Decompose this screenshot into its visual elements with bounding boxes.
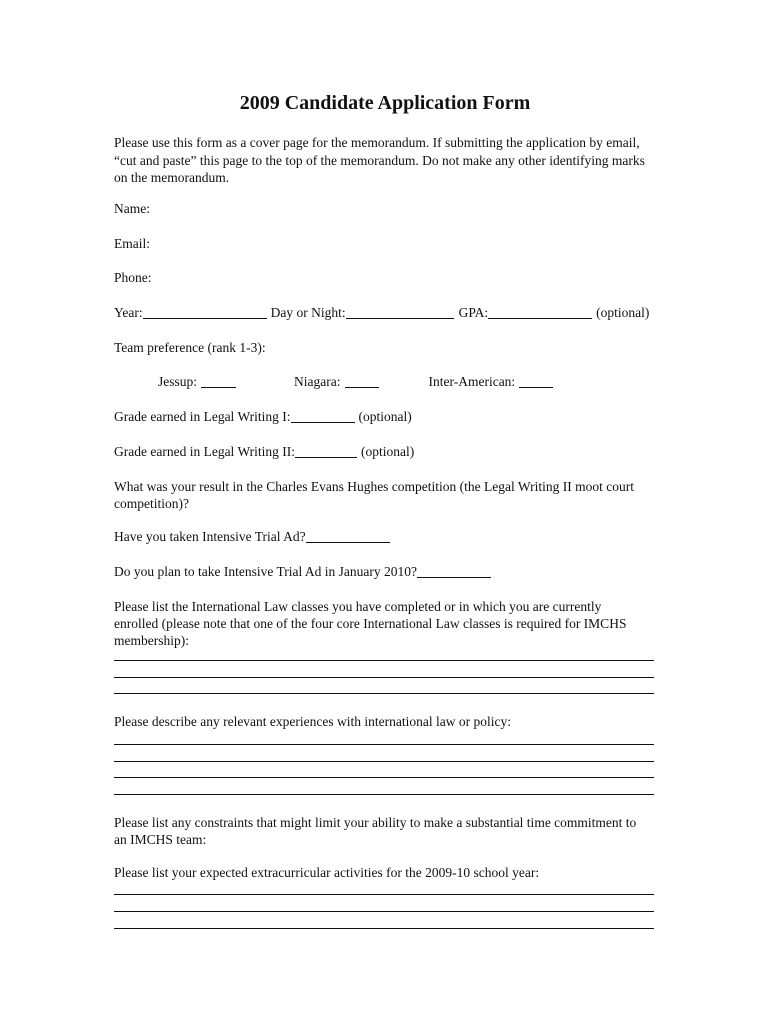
jessup-rank-field[interactable] xyxy=(201,374,236,388)
jessup-label: Jessup: xyxy=(158,374,198,389)
lw1-row xyxy=(114,408,656,426)
intl-classes-field-2[interactable] xyxy=(114,660,654,661)
phone-row xyxy=(114,269,656,287)
hughes-question-line1 xyxy=(114,478,656,496)
lw1-optional-note: (optional) xyxy=(358,409,412,424)
year-row xyxy=(114,304,656,322)
extracurricular-field-2[interactable] xyxy=(114,911,654,912)
intl-classes-text3: membership): xyxy=(114,633,189,648)
gpa-label: GPA: xyxy=(458,305,489,320)
constraints-text1: Please list any constraints that might limit your ability to make a substantial time commitment to xyxy=(114,815,637,830)
lw1-grade-field[interactable] xyxy=(291,409,355,423)
lw2-row xyxy=(114,443,656,461)
constraints-line1 xyxy=(114,814,656,832)
trial-ad-plan-row xyxy=(114,563,656,581)
name-row xyxy=(114,200,656,218)
trial-ad-plan-label: Do you plan to take Intensive Trial Ad in January 2010? xyxy=(114,564,417,579)
hughes-question-line2 xyxy=(114,495,652,513)
trial-ad-field[interactable] xyxy=(306,529,390,543)
day-night-field[interactable] xyxy=(346,305,454,319)
experience-field-1[interactable] xyxy=(114,744,654,745)
constraints-line2 xyxy=(114,831,652,849)
form-title: 2009 Candidate Application Form xyxy=(239,92,531,114)
experience-field-3[interactable] xyxy=(114,777,654,778)
constraints-text2: an IMCHS team: xyxy=(114,832,207,847)
inter-american-label: Inter-American: xyxy=(428,374,516,389)
phone-label: Phone: xyxy=(114,270,152,285)
team-preference-label: Team preference (rank 1-3): xyxy=(114,340,266,355)
gpa-field[interactable] xyxy=(488,305,592,319)
experience-row xyxy=(114,713,656,731)
intl-classes-field-4[interactable] xyxy=(114,693,654,694)
intl-classes-line3 xyxy=(114,632,654,650)
intl-classes-text2: enrolled (please note that one of the four core International Law classes is required for IMCHS xyxy=(114,616,627,631)
lw2-grade-field[interactable] xyxy=(295,444,357,458)
day-night-label: Day or Night: xyxy=(270,305,346,320)
intro-paragraph: Please use this form as a cover page for the memorandum. If submitting the application by email, “cut and paste” this page to the top of the memorandum. Do not make any other identifying marks on the memorandum. xyxy=(114,135,645,185)
intl-classes-field-3[interactable] xyxy=(114,677,654,678)
team-preference-row xyxy=(114,339,656,357)
niagara-label: Niagara: xyxy=(294,374,341,389)
hughes-question-text-cont: competition)? xyxy=(114,496,189,511)
extracurricular-label: Please list your expected extracurricular activities for the 2009-10 school year: xyxy=(114,865,540,880)
experience-label: Please describe any relevant experiences with international law or policy: xyxy=(114,714,511,729)
trial-ad-plan-field[interactable] xyxy=(417,564,491,578)
email-row xyxy=(114,235,656,253)
experience-field-2[interactable] xyxy=(114,761,654,762)
trial-ad-row xyxy=(114,528,656,546)
year-label: Year: xyxy=(114,305,143,320)
extracurricular-field-3[interactable] xyxy=(114,928,654,929)
lw2-label: Grade earned in Legal Writing II: xyxy=(114,444,296,459)
experience-field-4[interactable] xyxy=(114,794,654,795)
lw2-optional-note: (optional) xyxy=(361,444,415,459)
trial-ad-label: Have you taken Intensive Trial Ad? xyxy=(114,529,306,544)
intl-classes-line1 xyxy=(114,598,656,616)
gpa-optional-note: (optional) xyxy=(596,305,650,320)
extracurricular-field-1[interactable] xyxy=(114,894,654,895)
team-rank-row xyxy=(158,373,656,391)
year-field[interactable] xyxy=(143,305,267,319)
extracurricular-row xyxy=(114,864,656,882)
niagara-rank-field[interactable] xyxy=(345,374,379,388)
name-label: Name: xyxy=(114,201,150,216)
hughes-question-text: What was your result in the Charles Evans Hughes competition (the Legal Writing II moot court xyxy=(114,479,634,494)
inter-american-rank-field[interactable] xyxy=(519,374,553,388)
intl-classes-line2 xyxy=(114,615,656,633)
lw1-label: Grade earned in Legal Writing I: xyxy=(114,409,291,424)
email-label: Email: xyxy=(114,236,150,251)
intl-classes-text1: Please list the International Law classes you have completed or in which you are currently xyxy=(114,599,602,614)
